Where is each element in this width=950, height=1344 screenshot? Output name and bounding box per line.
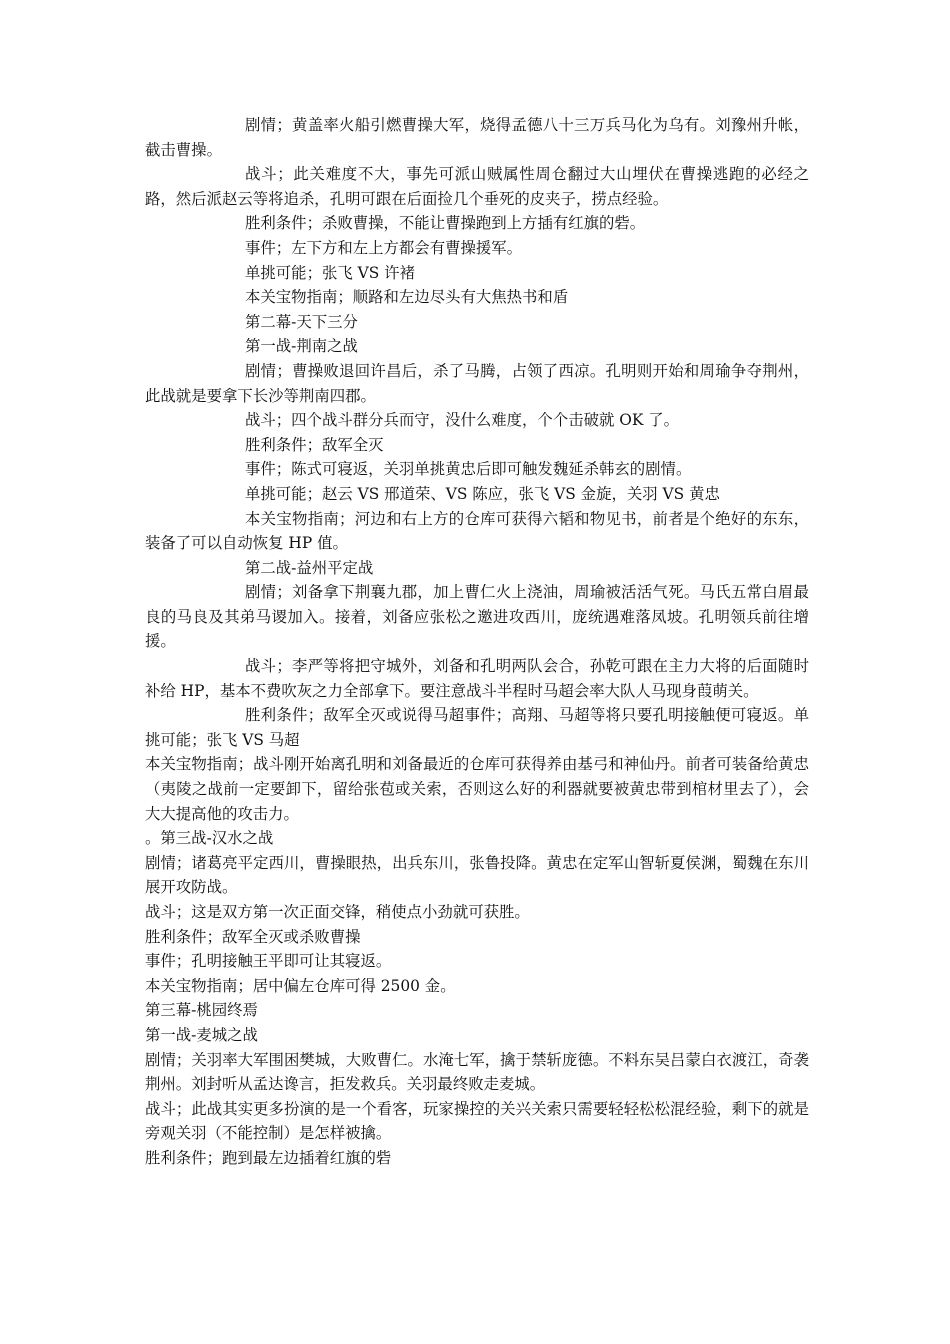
paragraph: 本关宝物指南；居中偏左仓库可得 2500 金。 — [145, 976, 456, 995]
paragraph: 剧情；黄盖率火船引燃曹操大军，烧得孟德八十三万兵马化为乌有。刘豫州升帐，截击曹操。 — [145, 116, 809, 159]
paragraph: 单挑可能；赵云 VS 邢道荣、VS 陈应，张飞 VS 金旋，关羽 VS 黄忠 — [245, 484, 720, 503]
paragraph: 胜利条件；敌军全灭或说得马超事件；高翔、马超等将只要孔明接触便可寝返。单挑可能；张飞 VS 马超 — [145, 706, 809, 749]
paragraph: 单挑可能；张飞 VS 许褚 — [245, 263, 415, 282]
section-heading: 第二幕-天下三分 — [245, 312, 358, 331]
document-body — [145, 113, 809, 1171]
paragraph: 剧情；关羽率大军围困樊城，大败曹仁。水淹七军，擒于禁斩庞德。不料东吴吕蒙白衣渡江，奇袭荆州。刘封听从孟达谗言，拒发救兵。关羽最终败走麦城。 — [145, 1050, 809, 1094]
paragraph: 战斗；李严等将把守城外，刘备和孔明两队会合，孙乾可跟在主力大将的后面随时补给 HP，基本不费吹灰之力全部拿下。要注意战斗半程时马超会率大队人马现身葭萌关。 — [145, 657, 809, 700]
paragraph: 剧情；刘备拿下荆襄九郡，加上曹仁火上浇油，周瑜被活活气死。马氏五常白眉最良的马良及其弟马谡加入。接着，刘备应张松之邀进攻西川，庞统遇难落凤坡。孔明领兵前往增援。 — [145, 583, 809, 651]
paragraph: 剧情；曹操败退回许昌后，杀了马腾，占领了西凉。孔明则开始和周瑜争夺荆州，此战就是要拿下长沙等荆南四郡。 — [145, 361, 809, 405]
subsection-heading: 第一战-麦城之战 — [145, 1025, 258, 1044]
subsection-heading: 第一战-荆南之战 — [245, 337, 358, 356]
paragraph: 战斗；四个战斗群分兵而守，没什么难度，个个击破就 OK 了。 — [245, 411, 680, 430]
paragraph: 胜利条件；杀败曹操，不能让曹操跑到上方插有红旗的砦。 — [245, 214, 646, 233]
paragraph: 事件；左下方和左上方都会有曹操援军。 — [245, 238, 523, 257]
section-heading: 第三幕-桃园终焉 — [145, 1001, 258, 1020]
paragraph: 本关宝物指南；顺路和左边尽头有大焦热书和盾 — [245, 288, 569, 307]
paragraph: 胜利条件；跑到最左边插着红旗的砦 — [145, 1148, 392, 1167]
paragraph: 剧情；诸葛亮平定西川，曹操眼热，出兵东川，张鲁投降。黄忠在定军山智斩夏侯渊，蜀魏在东川展开攻防战。 — [145, 853, 809, 897]
paragraph: 本关宝物指南；战斗刚开始离孔明和刘备最近的仓库可获得养由基弓和神仙丹。前者可装备给黄忠（夷陵之战前一定要卸下，留给张苞或关索，否则这么好的利器就要被黄忠带到棺材里去了），会大大提高他的攻击力。 — [145, 755, 809, 823]
paragraph: 战斗；此战其实更多扮演的是一个看客，玩家操控的关兴关索只需要轻轻松松混经验，剩下的就是旁观关羽（不能控制）是怎样被擒。 — [145, 1099, 809, 1143]
paragraph: 胜利条件；敌军全灭或杀败曹操 — [145, 927, 361, 946]
subsection-heading: 第二战-益州平定战 — [245, 558, 374, 577]
paragraph: 胜利条件；敌军全灭 — [245, 435, 384, 454]
subsection-heading: 。第三战-汉水之战 — [145, 829, 274, 848]
paragraph: 本关宝物指南；河边和右上方的仓库可获得六韬和物见书，前者是个绝好的东东，装备了可以自动恢复 HP 值。 — [145, 509, 809, 553]
paragraph: 事件；孔明接触王平即可让其寝返。 — [145, 952, 392, 971]
paragraph: 事件；陈式可寝返，关羽单挑黄忠后即可触发魏延杀韩玄的剧情。 — [245, 460, 692, 479]
paragraph: 战斗；此关难度不大，事先可派山贼属性周仓翻过大山埋伏在曹操逃跑的必经之路，然后派赵云等将追杀，孔明可跟在后面捡几个垂死的皮夹子，捞点经验。 — [145, 165, 809, 208]
paragraph: 战斗；这是双方第一次正面交锋，稍使点小劲就可获胜。 — [145, 903, 530, 921]
